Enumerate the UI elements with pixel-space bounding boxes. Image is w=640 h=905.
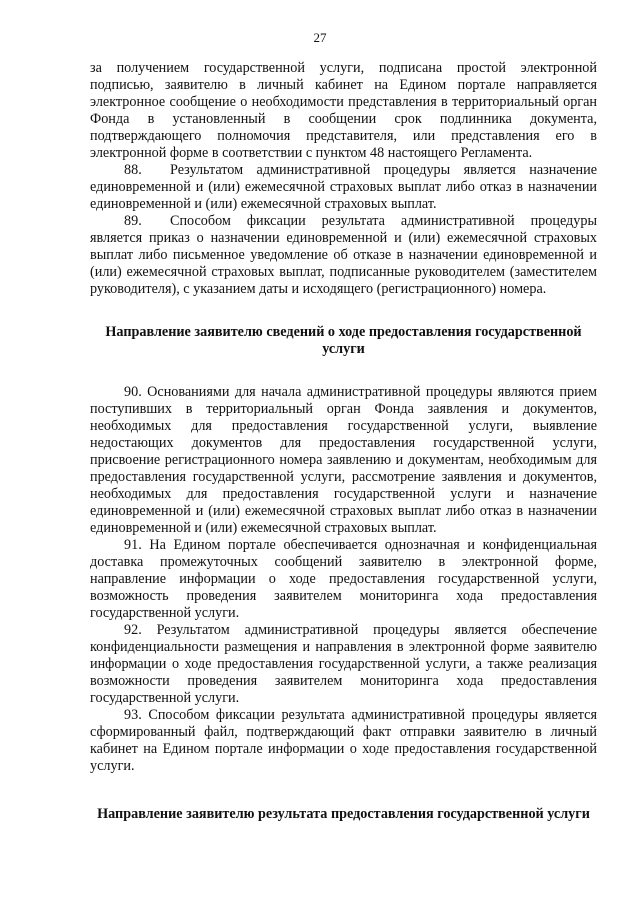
page-number: 27 — [313, 30, 327, 45]
section-heading-result: Направление заявителю результата предоставления государственной услуги — [97, 806, 590, 822]
paragraph-91: 91. На Едином портале обеспечивается однозначная и конфиденциальная доставка промежуточных сообщений заявителю в электронной форме, направление информации о ходе предоставления государственной услуги, возможность проведения заявителем мониторинга хода предоставления государственной услуги. — [90, 537, 597, 621]
section-heading-status-info: Направление заявителю сведений о ходе предоставления государственной услуги — [105, 324, 582, 357]
paragraph-89 — [90, 213, 597, 298]
paragraph-93: 93. Способом фиксации результата административной процедуры является сформированный файл, подтверждающий факт отправки заявителю в личный кабинет на Едином портале информации о ходе предоставления государственной услуги. — [90, 707, 597, 774]
paragraph-90: 90. Основаниями для начала административной процедуры являются прием поступивших в территориальный орган Фонда заявления и документов, необходимых для предоставления государственной услуги, выявление недостающих документов для предоставления государственной услуги, присвоение регистрационного номера заявлению и документам, необходимым для предоставления государственной услуги, рассмотрение заявления и документов, необходимых для предоставления государственной услуги и назначение единовременной и (или) ежемесячной страховых выплат либо отказ в назначении единовременной и (или) ежемесячной страховых выплат. — [90, 384, 597, 536]
paragraph-number: 88. — [124, 162, 142, 178]
paragraph-continuation: за получением государственной услуги, подписана простой электронной подписью, заявителю в личный кабинет на Едином портале направляется электронное сообщение о необходимости представления в территориальный орган Фонда в установленный в сообщении срок подлинника документа, подтверждающего полномочия представителя, или представления его в электронной форме в соответствии с пунктом 48 настоящего Регламента. — [90, 60, 597, 161]
paragraph-88 — [90, 162, 597, 213]
paragraph-92: 92. Результатом административной процедуры является обеспечение конфиденциальности размещения и направления в электронной форме заявителю информации о ходе предоставления государственной услуги, а также реализация возможности проведения заявителем мониторинга хода предоставления государственной услуги. — [90, 622, 597, 706]
document-body — [90, 60, 597, 823]
paragraph-number: 89. — [124, 213, 142, 229]
paragraph-text: Способом фиксации результата административной процедуры является приказ о назначении единовременной и (или) ежемесячной страховых выплат либо письменное уведомление об отказе в назначении единовременной и (или) ежемесячной страховых выплат, подписанные руководителем (заместителем руководителя), с указанием даты и исходящего (регистрационного) номера. — [90, 213, 597, 297]
paragraph-text: Результатом административной процедуры является назначение единовременной и (или) ежемесячной страховых выплат либо отказ в назначении единовременной и (или) ежемесячной страховых выплат. — [90, 162, 597, 212]
